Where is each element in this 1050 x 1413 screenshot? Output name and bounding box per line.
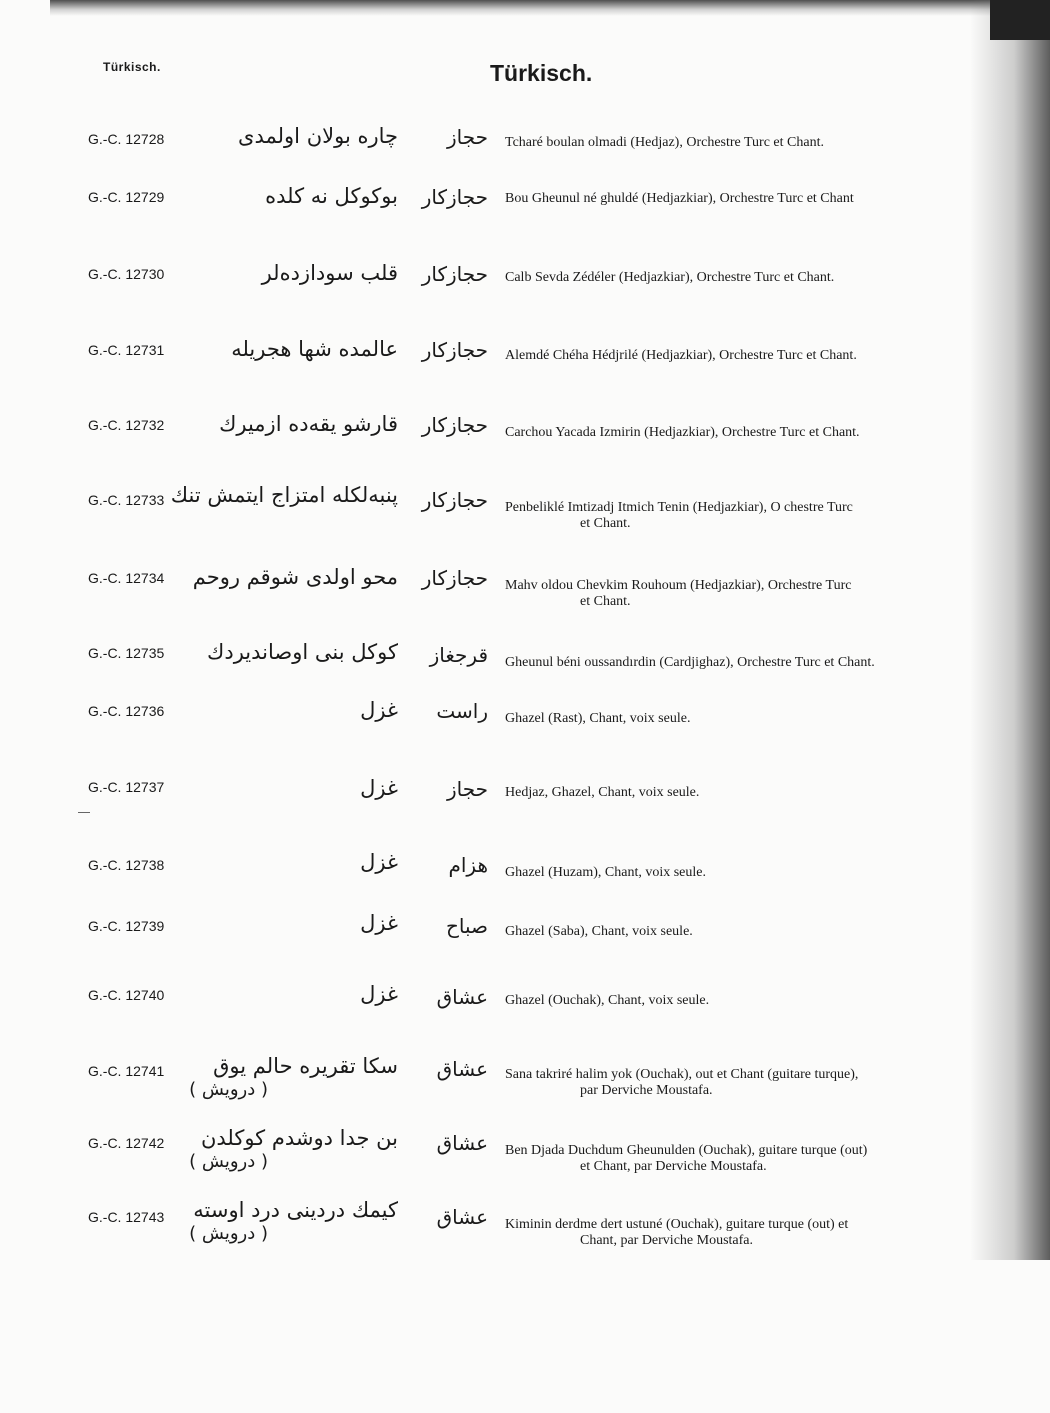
entry-description [505, 500, 965, 532]
maqam-label: عشاق [436, 985, 488, 1009]
catalog-number: G.-C. 12728 [88, 131, 165, 147]
description-line: Mahv oldou Chevkim Rouhoum (Hedjazkiar), Orchestre Turc [505, 578, 852, 593]
ottoman-title-text: بن جدا دوشدم کوکلدن [200, 1126, 398, 1150]
ottoman-title [178, 775, 398, 801]
ottoman-title [178, 1197, 398, 1246]
photocopy-corner [990, 0, 1050, 40]
ottoman-title-text: کوکل بنی اوصاندیردك [207, 640, 398, 664]
ottoman-title [178, 849, 398, 875]
entry-description [505, 1067, 965, 1099]
entry-description [505, 924, 965, 940]
maqam-label: حجاز [446, 777, 488, 801]
entry-description [505, 348, 965, 364]
ottoman-title-text: سکا تقریره حالم یوق [213, 1054, 398, 1078]
catalog-number: G.-C. 12734 [88, 570, 165, 586]
maqam-label: صباح [445, 914, 488, 938]
description-line: Gheunul béni oussandırdin (Cardjighaz), Orchestre Turc et Chant. [505, 655, 875, 670]
maqam-label: راست [436, 699, 488, 723]
photocopy-shadow-top [50, 0, 1050, 16]
entry-description [505, 425, 965, 441]
ottoman-title [178, 697, 398, 723]
description-continuation: et Chant, par Derviche Moustafa. [580, 1159, 767, 1174]
ottoman-title-text: چاره بولان اولمدی [238, 124, 398, 148]
maqam-label: قرجغاز [429, 643, 488, 667]
entry-description [505, 711, 965, 727]
description-line: Ghazel (Rast), Chant, voix seule. [505, 711, 691, 726]
ottoman-title-text: قارشو یقه‌ده ازمیرك [219, 412, 398, 436]
description-line: Ben Djada Duchdum Gheunulden (Ouchak), guitare turque (out) [505, 1143, 868, 1158]
ottoman-title [178, 639, 398, 665]
description-line: Bou Gheunul né ghuldé (Hedjazkiar), Orchestre Turc et Chant [505, 191, 854, 206]
entry-description [505, 1217, 965, 1249]
catalog-number: G.-C. 12733 [88, 492, 165, 508]
catalog-number: G.-C. 12736 [88, 703, 165, 719]
ottoman-title [178, 1125, 398, 1174]
catalog-number: G.-C. 12729 [88, 189, 165, 205]
description-line: Kiminin derdme dert ustuné (Ouchak), guitare turque (out) et [505, 1217, 849, 1232]
maqam-label: عشاق [436, 1057, 488, 1081]
description-continuation: et Chant. [580, 516, 631, 531]
ottoman-title-text: کیمك دردینی درد اوسته [193, 1198, 398, 1222]
entry-description [505, 785, 965, 801]
catalog-number: G.-C. 12735 [88, 645, 165, 661]
performer-note: ( درویش ) [189, 1223, 268, 1245]
ottoman-title [178, 411, 398, 437]
ottoman-title-text: پنبه‌لکله امتزاج ایتمش تنك [170, 483, 398, 507]
catalog-number: G.-C. 12741 [88, 1063, 165, 1079]
catalog-number: G.-C. 12737 [88, 779, 165, 795]
performer-note: ( درویش ) [189, 1151, 268, 1173]
maqam-label: عشاق [436, 1205, 488, 1229]
entry-description [505, 655, 965, 671]
ottoman-title-text: بوکوکل نه کلده [265, 184, 398, 208]
ottoman-title [178, 123, 398, 149]
ottoman-title [178, 910, 398, 936]
catalog-number: G.-C. 12740 [88, 987, 165, 1003]
catalog-number: G.-C. 12738 [88, 857, 165, 873]
description-continuation: Chant, par Derviche Moustafa. [580, 1233, 753, 1248]
entry-description [505, 1143, 965, 1175]
maqam-label: حجازکار [421, 566, 488, 590]
running-header: Türkisch. [103, 60, 161, 74]
entry-description [505, 135, 965, 151]
description-line: Ghazel (Saba), Chant, voix seule. [505, 924, 693, 939]
catalog-number: G.-C. 12730 [88, 266, 165, 282]
catalog-number: G.-C. 12742 [88, 1135, 165, 1151]
description-line: Penbeliklé Imtizadj Itmich Tenin (Hedjazkiar), O chestre Turc [505, 500, 853, 515]
ottoman-title-text: غزل [360, 776, 398, 800]
catalog-number: G.-C. 12732 [88, 417, 165, 433]
catalog-number: G.-C. 12743 [88, 1209, 165, 1225]
description-continuation: par Derviche Moustafa. [580, 1083, 713, 1098]
ottoman-title-text: غزل [360, 982, 398, 1006]
ottoman-title [178, 260, 398, 286]
description-line: Ghazel (Ouchak), Chant, voix seule. [505, 993, 710, 1008]
maqam-label: حجازکار [421, 262, 488, 286]
description-line: Sana takriré halim yok (Ouchak), out et Chant (guitare turque), [505, 1067, 859, 1082]
description-line: Alemdé Chéha Hédjrilé (Hedjazkiar), Orchestre Turc et Chant. [505, 348, 857, 363]
ottoman-title-text: محو اولدی شوقم روحم [192, 565, 398, 589]
entry-description [505, 191, 965, 207]
maqam-label: حجاز [446, 125, 488, 149]
ottoman-title-text: غزل [360, 698, 398, 722]
description-line: Hedjaz, Ghazel, Chant, voix seule. [505, 785, 700, 800]
ottoman-title-text: غزل [360, 911, 398, 935]
ottoman-title-text: غزل [360, 850, 398, 874]
ottoman-title-text: عالمده شها هجریله [231, 337, 398, 361]
description-continuation: et Chant. [580, 594, 631, 609]
catalog-number: G.-C. 12739 [88, 918, 165, 934]
entry-description [505, 270, 965, 286]
page-title: Türkisch. [490, 60, 593, 86]
description-line: Ghazel (Huzam), Chant, voix seule. [505, 865, 706, 880]
ottoman-title [170, 482, 398, 508]
ottoman-title [178, 183, 398, 209]
description-line: Calb Sevda Zédéler (Hedjazkiar), Orchestre Turc et Chant. [505, 270, 835, 285]
ottoman-title [178, 336, 398, 362]
ottoman-title-text: قلب سودازده‌لر [261, 261, 398, 285]
ottoman-title [178, 1053, 398, 1102]
ottoman-title [178, 981, 398, 1007]
entry-description [505, 865, 965, 881]
maqam-label: عشاق [436, 1131, 488, 1155]
maqam-label: هزام [448, 853, 488, 877]
performer-note: ( درویش ) [189, 1079, 268, 1101]
maqam-label: حجازکار [421, 413, 488, 437]
maqam-label: حجازکار [421, 338, 488, 362]
photocopy-shadow-right [970, 0, 1050, 1260]
description-line: Carchou Yacada Izmirin (Hedjazkiar), Orchestre Turc et Chant. [505, 425, 860, 440]
entry-description [505, 578, 965, 610]
maqam-label: حجازکار [421, 185, 488, 209]
catalog-number: G.-C. 12731 [88, 342, 165, 358]
margin-mark [78, 812, 90, 813]
description-line: Tcharé boulan olmadi (Hedjaz), Orchestre Turc et Chant. [505, 135, 824, 150]
maqam-label: حجازکار [421, 488, 488, 512]
ottoman-title [178, 564, 398, 590]
entry-description [505, 993, 965, 1009]
